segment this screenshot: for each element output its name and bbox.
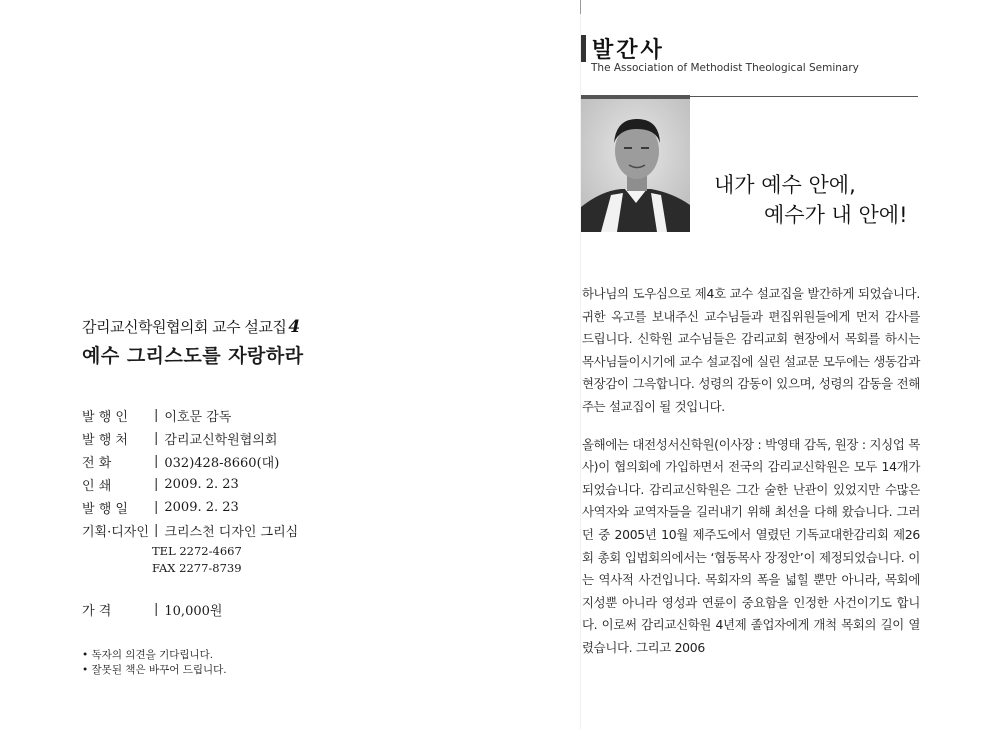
- header-accent-bar: [581, 35, 586, 62]
- info-row-design: 기획·디자인 | 크리스천 디자인 그리심: [82, 523, 299, 540]
- info-value: 10,000원: [164, 604, 223, 619]
- info-row-publisher: 발 행 인 | 이호문 감독: [82, 408, 232, 425]
- info-label: 발 행 인: [82, 410, 128, 425]
- info-row-issue-date: 발 행 일 | 2009. 2. 23: [82, 500, 239, 517]
- info-label: 전 화: [82, 456, 112, 471]
- info-label: 발 행 일: [82, 502, 128, 517]
- info-value: 크리스천 디자인 그리심: [164, 525, 299, 540]
- note-item: • 잘못된 책은 바꾸어 드립니다.: [82, 664, 227, 676]
- series-number: 4: [288, 317, 300, 337]
- headline: [714, 170, 908, 230]
- info-label: 가 격: [82, 604, 112, 619]
- colophon: [82, 316, 502, 677]
- info-row-print-date: 인 쇄 | 2009. 2. 23: [82, 477, 239, 494]
- info-row-phone: 전 화 | 032)428-8660(대): [82, 454, 280, 471]
- note-item: • 독자의 의견을 기다립니다.: [82, 649, 214, 661]
- info-value: 032)428-8660(대): [164, 456, 280, 471]
- section-subtitle: The Association of Methodist Theological Seminary: [591, 62, 859, 74]
- info-value: 이호문 감독: [164, 410, 232, 425]
- book-title: 예수 그리스도를 자랑하라: [82, 345, 304, 367]
- series-title: [82, 316, 502, 337]
- portrait-image: [581, 99, 690, 232]
- info-tel: TEL 2272-4667: [152, 543, 242, 558]
- info-value: 2009. 2. 23: [164, 500, 239, 515]
- headline-line-2: 예수가 내 안에!: [764, 203, 908, 227]
- body-text: [582, 283, 920, 660]
- notes: [82, 647, 502, 677]
- paragraph: 하나님의 도우심으로 제4호 교수 설교집을 발간하게 되었습니다. 귀한 옥고를 보내주신 교수님들과 편집위원들에게 먼저 감사를 드립니다. 신학원 교수님들은 감리교회 현장에서 목회를 하시는 목사님들이시기에 교수 설교집에 실린 설교문 모두에는 생동감과 현장감이 그윽합니다. 성령의 감동이 있으며, 성령의 감동을 전해주는 설교집이 될 것입니다.: [582, 286, 920, 414]
- info-label: 발 행 처: [82, 433, 128, 448]
- info-row-issuer: 발 행 처 | 감리교신학원협의회: [82, 431, 278, 448]
- headline-line-1: 내가 예수 안에,: [714, 173, 856, 197]
- gutter-mark: [580, 0, 581, 14]
- info-row-price: 가 격 | 10,000원: [82, 602, 223, 619]
- info-label: 기획·디자인: [82, 525, 149, 540]
- series-name: 감리교신학원협의회 교수 설교집: [82, 318, 287, 336]
- section-title: 발간사: [592, 38, 665, 63]
- publication-info: [82, 404, 502, 621]
- info-value: 감리교신학원협의회: [164, 433, 278, 448]
- info-fax: FAX 2277-8739: [152, 560, 242, 575]
- paragraph: 올해에는 대전성서신학원(이사장 : 박영태 감독, 원장 : 지싱업 목사)이 협의회에 가입하면서 전국의 감리교신학원은 모두 14개가 되었습니다. 감리교신학원은 그간 술한 난관이 있었지만 수많은 사역자와 교역자들을 길러내기 위해 최선을 다해 왔습니다. 그러던 중 2005년 10월 제주도에서 열렸던 기독교대한감리회 제26회 총회 입법회의에서는 ‘협동목사 장정안’이 제정되었습니다. 이는 역사적 사건입니다. 목회자의 폭을 넓힐 뿐만 아니라, 목회에 지성뿐 아니라 영성과 연륜이 중요함을 인정한 사건이기도 합니다. 이로써 감리교신학원 4년제 졸업자에게 개척 목회의 길이 열렸습니다. 그리고 2006: [582, 436, 920, 655]
- author-photo: [581, 99, 690, 232]
- info-value: 2009. 2. 23: [164, 477, 239, 492]
- info-label: 인 쇄: [82, 479, 112, 494]
